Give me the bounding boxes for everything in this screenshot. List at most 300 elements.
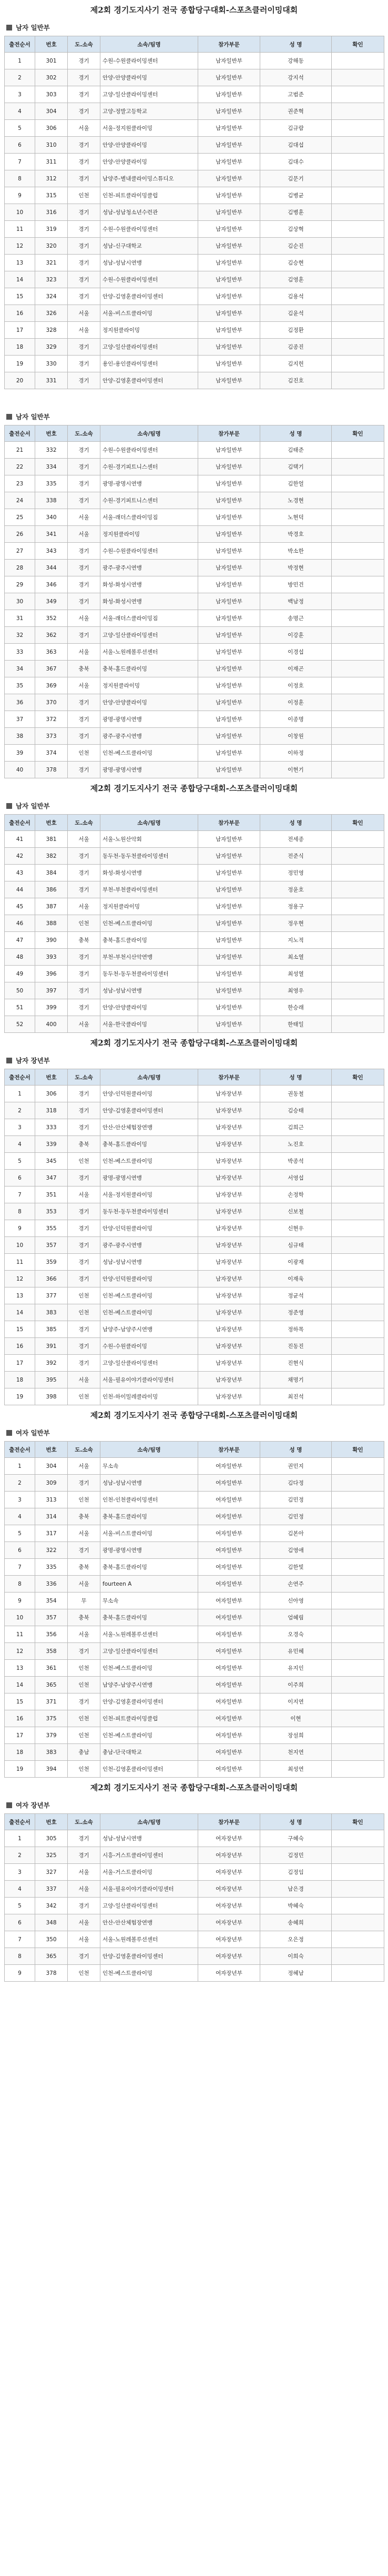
table-cell: 서울-래더스클라이밍짐 xyxy=(100,509,198,526)
table-cell: 이하정 xyxy=(260,745,332,762)
table-row xyxy=(5,170,384,187)
table-cell: 21 xyxy=(5,442,35,459)
section-title: 제2회 경기도지사기 전국 종합당구대회-스포츠클러이밍대회 xyxy=(90,1038,298,1048)
table-cell xyxy=(332,69,384,86)
table-cell xyxy=(332,339,384,356)
table-cell: 인천 xyxy=(68,915,100,932)
table-row xyxy=(5,120,384,137)
table-cell: 345 xyxy=(35,1153,68,1170)
table-cell: 36 xyxy=(5,694,35,711)
table-cell: 경기 xyxy=(68,356,100,372)
table-row xyxy=(5,1830,384,1847)
table-cell: 경기 xyxy=(68,288,100,305)
table-cell: 고양-일산클라이밍센터 xyxy=(100,339,198,356)
table-cell: 384 xyxy=(35,865,68,881)
table-cell: 정하목 xyxy=(260,1321,332,1338)
table-cell xyxy=(332,1355,384,1372)
table-cell: 남자일반부 xyxy=(198,1016,260,1033)
table-cell: 8 xyxy=(5,1203,35,1220)
section xyxy=(0,1033,388,1405)
table-cell: 김대수 xyxy=(260,154,332,170)
table-cell xyxy=(332,711,384,728)
table-cell: 9 xyxy=(5,1965,35,1982)
table-cell: 경기 xyxy=(68,1102,100,1119)
table-cell: 김본아 xyxy=(260,1525,332,1542)
table-cell: 33 xyxy=(5,644,35,661)
table-cell: 377 xyxy=(35,1287,68,1304)
table-cell: 김용석 xyxy=(260,288,332,305)
table-cell: 29 xyxy=(5,576,35,593)
table-cell xyxy=(332,932,384,949)
table-cell: 최소열 xyxy=(260,949,332,966)
table-cell: 수원-경기피트니스센터 xyxy=(100,492,198,509)
table-cell: 8 xyxy=(5,1576,35,1593)
table-cell: 화성-화성시연맹 xyxy=(100,865,198,881)
table-cell: 347 xyxy=(35,1170,68,1186)
table-cell: 경기 xyxy=(68,1220,100,1237)
table-cell xyxy=(332,1660,384,1677)
table-row xyxy=(5,576,384,593)
table-cell: 남자장년부 xyxy=(198,1271,260,1287)
table-cell: 14 xyxy=(5,1677,35,1693)
table-cell xyxy=(332,1576,384,1593)
table-cell: 남자장년부 xyxy=(198,1203,260,1220)
table-cell: 인천-베스트클라이밍 xyxy=(100,1287,198,1304)
table-cell: 남자장년부 xyxy=(198,1355,260,1372)
column-header: 확인 xyxy=(332,815,384,831)
table-cell: 2 xyxy=(5,1847,35,1864)
table-cell: 정지원클라이밍 xyxy=(100,526,198,543)
table-cell: 경기 xyxy=(68,762,100,778)
table-cell: 정지원클라이밍 xyxy=(100,898,198,915)
table-cell: 373 xyxy=(35,728,68,745)
table-row xyxy=(5,1203,384,1220)
table-cell: 339 xyxy=(35,1136,68,1153)
table-cell: 서울 xyxy=(68,1914,100,1931)
table-cell: 남자장년부 xyxy=(198,1388,260,1405)
table-row xyxy=(5,932,384,949)
table-cell xyxy=(332,372,384,389)
table-cell: 인천 xyxy=(68,745,100,762)
table-cell xyxy=(332,120,384,137)
table-cell: 용인-용인클라이밍센터 xyxy=(100,356,198,372)
table-cell: 7 xyxy=(5,1559,35,1576)
table-cell xyxy=(332,1102,384,1119)
table-row xyxy=(5,255,384,271)
table-row xyxy=(5,1372,384,1388)
table-cell xyxy=(332,1677,384,1693)
table-cell: 안양-인덕원클라이밍 xyxy=(100,1271,198,1287)
table-cell xyxy=(332,1847,384,1864)
table-cell xyxy=(332,1727,384,1744)
table-cell: 25 xyxy=(5,509,35,526)
table-cell: 노현덕 xyxy=(260,509,332,526)
table-cell: 동두천-동두천클라이밍센터 xyxy=(100,1203,198,1220)
table-cell xyxy=(332,1458,384,1475)
table-cell: 50 xyxy=(5,982,35,999)
table-row xyxy=(5,1609,384,1626)
table-cell: 372 xyxy=(35,711,68,728)
table-cell: 여자일반부 xyxy=(198,1492,260,1508)
table-row xyxy=(5,762,384,778)
table-row xyxy=(5,915,384,932)
table-cell: 318 xyxy=(35,1102,68,1119)
table-cell xyxy=(332,170,384,187)
table-cell xyxy=(332,728,384,745)
table-cell: 남자일반부 xyxy=(198,848,260,865)
table-cell: 43 xyxy=(5,865,35,881)
table-cell: 이종명 xyxy=(260,711,332,728)
table-cell: 인천 xyxy=(68,1287,100,1304)
table-cell: 남자일반부 xyxy=(198,711,260,728)
table-cell: 경기 xyxy=(68,271,100,288)
table-cell xyxy=(332,915,384,932)
table-cell: 경기 xyxy=(68,1119,100,1136)
table-cell: 5 xyxy=(5,1153,35,1170)
table-cell: 서울 xyxy=(68,509,100,526)
table-cell: 365 xyxy=(35,1948,68,1965)
table-cell: 399 xyxy=(35,999,68,1016)
table-cell: 12 xyxy=(5,1643,35,1660)
table-cell: 한승래 xyxy=(260,999,332,1016)
table-row xyxy=(5,1643,384,1660)
table-cell: 남자일반부 xyxy=(198,932,260,949)
table-cell xyxy=(332,1931,384,1948)
table-cell: 20 xyxy=(5,372,35,389)
table-cell: 남자일반부 xyxy=(198,221,260,238)
table-cell: 남자일반부 xyxy=(198,644,260,661)
table-cell: 서울-거스트클라이밍 xyxy=(100,1864,198,1881)
column-header: 참가부문 xyxy=(198,1069,260,1086)
table-cell: 2 xyxy=(5,1102,35,1119)
table-cell: 19 xyxy=(5,1388,35,1405)
table-row xyxy=(5,1287,384,1304)
table-cell: 충북-홀드클라이밍 xyxy=(100,1136,198,1153)
table-cell: 317 xyxy=(35,1525,68,1542)
column-header: 번호 xyxy=(35,815,68,831)
table-cell: 인천 xyxy=(68,1761,100,1778)
column-header: 도.소속 xyxy=(68,1442,100,1458)
table-cell: 이정호 xyxy=(260,677,332,694)
column-header: 성 명 xyxy=(260,425,332,442)
table-cell: 서울-정지원클라이밍 xyxy=(100,1186,198,1203)
table-row xyxy=(5,1965,384,1982)
table-cell: 경기 xyxy=(68,1237,100,1254)
table-cell: 여자일반부 xyxy=(198,1727,260,1744)
table-cell: 무 xyxy=(68,1593,100,1609)
table-cell: 백남정 xyxy=(260,593,332,610)
table-cell: 정지원클라이밍 xyxy=(100,677,198,694)
table-cell: 남양주-별내클라이밍스튜디오 xyxy=(100,170,198,187)
table-row xyxy=(5,1727,384,1744)
table-cell: 전준식 xyxy=(260,848,332,865)
table-cell: 서울-비스트클라이밍 xyxy=(100,305,198,322)
table-row xyxy=(5,949,384,966)
entry-table xyxy=(4,814,384,1033)
table-row xyxy=(5,1170,384,1186)
table-cell xyxy=(332,1186,384,1203)
table-cell xyxy=(332,1693,384,1710)
table-cell: 남자일반부 xyxy=(198,999,260,1016)
table-row xyxy=(5,982,384,999)
table-cell: 356 xyxy=(35,1626,68,1643)
column-header: 출전순서 xyxy=(5,1442,35,1458)
table-cell: 남자일반부 xyxy=(198,120,260,137)
table-cell: 서울-비스트클라이밍 xyxy=(100,1525,198,1542)
table-cell: 경기 xyxy=(68,53,100,69)
table-row xyxy=(5,999,384,1016)
table-cell: 311 xyxy=(35,154,68,170)
table-cell: 26 xyxy=(5,526,35,543)
table-cell xyxy=(332,1220,384,1237)
table-cell: 374 xyxy=(35,745,68,762)
table-cell: 333 xyxy=(35,1119,68,1136)
table-row xyxy=(5,86,384,103)
table-cell xyxy=(332,865,384,881)
table-cell xyxy=(332,949,384,966)
table-cell: 남자일반부 xyxy=(198,610,260,627)
table-cell xyxy=(332,1170,384,1186)
table-cell: 권민지 xyxy=(260,1458,332,1475)
table-row xyxy=(5,322,384,339)
table-cell: 성남-성남청소년수련관 xyxy=(100,204,198,221)
table-cell: 335 xyxy=(35,475,68,492)
table-cell: 4 xyxy=(5,1508,35,1525)
square-bullet-icon xyxy=(6,803,12,809)
table-cell xyxy=(332,255,384,271)
table-cell: 315 xyxy=(35,187,68,204)
table-cell: 서울 xyxy=(68,1881,100,1898)
table-row xyxy=(5,356,384,372)
table-cell: 수원-경기피트니스센터 xyxy=(100,459,198,475)
column-header: 소속/팀명 xyxy=(100,1814,198,1830)
table-cell: 359 xyxy=(35,1254,68,1271)
table-cell: 수원-수원클라이밍 xyxy=(100,1338,198,1355)
table-cell: 49 xyxy=(5,966,35,982)
table-cell: 여자장년부 xyxy=(198,1914,260,1931)
table-cell: 김승태 xyxy=(260,1102,332,1119)
table-cell: 성남-성남시연맹 xyxy=(100,255,198,271)
table-cell xyxy=(332,1271,384,1287)
table-cell: 충북 xyxy=(68,1609,100,1626)
table-cell xyxy=(332,982,384,999)
table-cell: 남자일반부 xyxy=(198,915,260,932)
table-cell: 남자장년부 xyxy=(198,1086,260,1102)
table-cell: 경기 xyxy=(68,238,100,255)
table-row xyxy=(5,305,384,322)
table-cell: 이재곤 xyxy=(260,661,332,677)
table-cell: 진현식 xyxy=(260,1355,332,1372)
table-cell xyxy=(332,1237,384,1254)
table-cell: 11 xyxy=(5,1254,35,1271)
table-cell xyxy=(332,322,384,339)
table-cell: 381 xyxy=(35,831,68,848)
table-cell: 김정민 xyxy=(260,1847,332,1864)
table-cell: 경기 xyxy=(68,999,100,1016)
table-cell: 31 xyxy=(5,610,35,627)
table-cell: 2 xyxy=(5,1475,35,1492)
table-cell: 남자일반부 xyxy=(198,627,260,644)
table-row xyxy=(5,1914,384,1931)
table-cell: 41 xyxy=(5,831,35,848)
table-cell: 12 xyxy=(5,238,35,255)
table-cell: 385 xyxy=(35,1321,68,1338)
table-cell: 권동철 xyxy=(260,1086,332,1102)
table-cell: 남자장년부 xyxy=(198,1372,260,1388)
table-cell: 광명-광명시연맹 xyxy=(100,1542,198,1559)
square-bullet-icon xyxy=(6,1802,12,1808)
table-cell: 이재욱 xyxy=(260,1271,332,1287)
table-cell: 여자일반부 xyxy=(198,1508,260,1525)
table-cell: 45 xyxy=(5,898,35,915)
table-row xyxy=(5,442,384,459)
table-cell: 부천-부천시산악연맹 xyxy=(100,949,198,966)
table-row xyxy=(5,881,384,898)
table-cell: 여자장년부 xyxy=(198,1847,260,1864)
table-cell: 338 xyxy=(35,492,68,509)
table-cell xyxy=(332,1119,384,1136)
section xyxy=(0,0,388,389)
table-cell: 경기 xyxy=(68,103,100,120)
table-cell: 오경숙 xyxy=(260,1626,332,1643)
table-cell: 395 xyxy=(35,1372,68,1388)
table-cell: 지노적 xyxy=(260,932,332,949)
table-cell: 18 xyxy=(5,1744,35,1761)
table-cell: 남자일반부 xyxy=(198,677,260,694)
table-cell: 고양-일산클라이밍센터 xyxy=(100,627,198,644)
table-cell: 서울 xyxy=(68,1016,100,1033)
table-cell: 387 xyxy=(35,898,68,915)
table-cell: 여자장년부 xyxy=(198,1830,260,1847)
section-subtitle xyxy=(0,1053,388,1069)
table-cell: 353 xyxy=(35,1203,68,1220)
table-cell xyxy=(332,1508,384,1525)
table-cell: 안양-김영훈클라이밍센터 xyxy=(100,372,198,389)
table-cell: 충남 xyxy=(68,1744,100,1761)
table-cell: 박종석 xyxy=(260,1153,332,1170)
table-cell: 남자일반부 xyxy=(198,745,260,762)
table-cell xyxy=(332,1559,384,1576)
table-cell: 경기 xyxy=(68,1643,100,1660)
table-row xyxy=(5,1898,384,1914)
table-cell: 손정학 xyxy=(260,1186,332,1203)
table-cell: 경기 xyxy=(68,1898,100,1914)
table-cell xyxy=(332,1304,384,1321)
table-cell: 324 xyxy=(35,288,68,305)
table-cell: 안양-안양클라이밍 xyxy=(100,154,198,170)
table-row xyxy=(5,1186,384,1203)
table-cell: 남자일반부 xyxy=(198,526,260,543)
column-header: 번호 xyxy=(35,1069,68,1086)
table-row xyxy=(5,644,384,661)
table-cell: 김대섭 xyxy=(260,137,332,154)
column-header: 성 명 xyxy=(260,815,332,831)
entry-table xyxy=(4,36,384,389)
table-cell: 서울 xyxy=(68,1626,100,1643)
table-cell: 인천 xyxy=(68,1710,100,1727)
table-cell: 진동진 xyxy=(260,1338,332,1355)
table-row xyxy=(5,204,384,221)
table-cell xyxy=(332,881,384,898)
section-title: 제2회 경기도지사기 전국 종합당구대회-스포츠클러이밍대회 xyxy=(90,5,298,15)
table-cell: 안양-안양클라이밍 xyxy=(100,137,198,154)
table-cell: 경기 xyxy=(68,221,100,238)
table-cell xyxy=(332,509,384,526)
table-cell: 343 xyxy=(35,543,68,560)
table-cell: 경기 xyxy=(68,154,100,170)
table-cell: 남자일반부 xyxy=(198,694,260,711)
table-cell: 여자일반부 xyxy=(198,1475,260,1492)
table-cell: 304 xyxy=(35,1458,68,1475)
table-cell: 화성-화성시연맹 xyxy=(100,576,198,593)
table-cell: 320 xyxy=(35,238,68,255)
column-header: 성 명 xyxy=(260,1442,332,1458)
table-cell: 인천-하이밀레클라이밍 xyxy=(100,1388,198,1405)
table-cell: 여자일반부 xyxy=(198,1458,260,1475)
table-cell: 채명기 xyxy=(260,1372,332,1388)
column-header: 확인 xyxy=(332,1069,384,1086)
table-cell: 51 xyxy=(5,999,35,1016)
column-header: 확인 xyxy=(332,425,384,442)
table-row xyxy=(5,1254,384,1271)
table-cell: 고양-일산클라이밍센터 xyxy=(100,1355,198,1372)
table-cell: 경기 xyxy=(68,1170,100,1186)
table-cell xyxy=(332,1388,384,1405)
table-cell: 22 xyxy=(5,459,35,475)
table-cell: 서울 xyxy=(68,1931,100,1948)
table-cell: 신보철 xyxy=(260,1203,332,1220)
table-cell: 350 xyxy=(35,1931,68,1948)
column-header: 도.소속 xyxy=(68,815,100,831)
table-row xyxy=(5,831,384,848)
table-cell: 344 xyxy=(35,560,68,576)
table-row xyxy=(5,1492,384,1508)
table-cell: 34 xyxy=(5,661,35,677)
table-cell: 357 xyxy=(35,1609,68,1626)
table-cell: 363 xyxy=(35,644,68,661)
table-cell: 378 xyxy=(35,1965,68,1982)
section-subtitle-text: 남자 일반부 xyxy=(16,802,50,810)
table-cell: 393 xyxy=(35,949,68,966)
table-cell: 7 xyxy=(5,1931,35,1948)
table-cell xyxy=(332,1609,384,1626)
table-cell: 남자일반부 xyxy=(198,154,260,170)
column-header: 번호 xyxy=(35,1814,68,1830)
column-header: 참가부문 xyxy=(198,1814,260,1830)
table-row xyxy=(5,1220,384,1237)
table-cell: 남자일반부 xyxy=(198,69,260,86)
table-cell: 11 xyxy=(5,1626,35,1643)
section xyxy=(0,389,388,778)
section-title: 제2회 경기도지사기 전국 종합당구대회-스포츠클러이밍대회 xyxy=(90,1411,298,1420)
table-cell: 여자장년부 xyxy=(198,1948,260,1965)
table-cell: 수원-수원클라이밍센터 xyxy=(100,271,198,288)
table-cell: 김희근 xyxy=(260,1119,332,1136)
table-cell: 14 xyxy=(5,271,35,288)
table-cell: 남자일반부 xyxy=(198,137,260,154)
table-cell xyxy=(332,271,384,288)
table-cell xyxy=(332,53,384,69)
table-cell: 여자일반부 xyxy=(198,1593,260,1609)
table-cell: 46 xyxy=(5,915,35,932)
table-cell xyxy=(332,1153,384,1170)
table-cell: 광주-광주시연맹 xyxy=(100,728,198,745)
table-cell: 인천 xyxy=(68,1492,100,1508)
table-cell: 30 xyxy=(5,593,35,610)
table-cell: 365 xyxy=(35,1677,68,1693)
table-cell: 인천 xyxy=(68,187,100,204)
column-header: 번호 xyxy=(35,36,68,53)
